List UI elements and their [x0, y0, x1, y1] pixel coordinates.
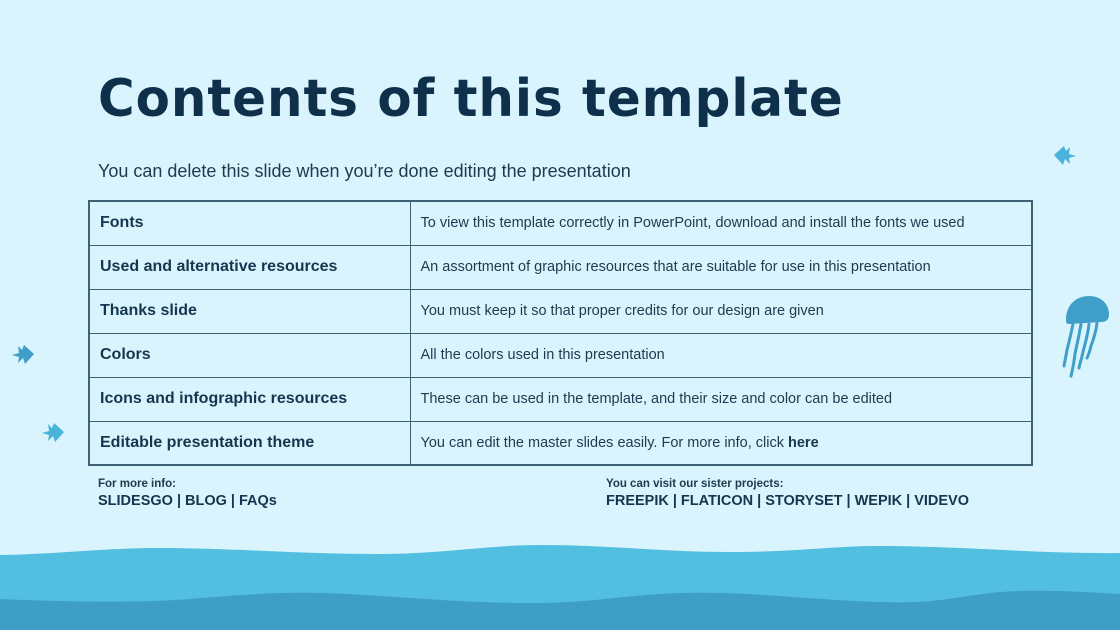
footer-more-info-links [98, 491, 277, 511]
wepik-link[interactable]: WEPIK [854, 493, 903, 509]
flaticon-link[interactable]: FLATICON [680, 493, 754, 509]
footer-sister-projects-label: You can visit our sister projects: [606, 478, 784, 490]
row-name: Colors [89, 333, 410, 377]
table-row [89, 201, 1032, 245]
separator: | [757, 493, 762, 509]
fish-icon-left-lower [40, 420, 66, 444]
separator: | [176, 493, 181, 509]
table-row [89, 245, 1032, 289]
table-row [89, 333, 1032, 377]
slidesgo-link[interactable]: SLIDESGO [98, 493, 173, 509]
storyset-link[interactable]: STORYSET [765, 493, 843, 509]
separator: | [846, 493, 851, 509]
row-description: These can be used in the template, and their size and color can be edited [410, 377, 1032, 421]
table-row [89, 377, 1032, 421]
row-name: Used and alternative resources [89, 245, 410, 289]
separator: | [672, 493, 677, 509]
footer-more-info-label: For more info: [98, 478, 176, 490]
row-description: You must keep it so that proper credits for our design are given [410, 289, 1032, 333]
row-name: Fonts [89, 201, 410, 245]
row-description-text: You can edit the master slides easily. For more info, click [420, 434, 788, 451]
fish-icon-left-upper [10, 342, 36, 366]
fish-icon-top-right [1052, 143, 1078, 167]
row-description: To view this template correctly in PowerPoint, download and install the fonts we used [410, 201, 1032, 245]
separator: | [230, 493, 235, 509]
row-description [410, 421, 1032, 465]
row-name: Thanks slide [89, 289, 410, 333]
contents-table [88, 200, 1033, 466]
jellyfish-icon [1061, 294, 1111, 380]
table-row [89, 421, 1032, 465]
row-description: All the colors used in this presentation [410, 333, 1032, 377]
row-name: Icons and infographic resources [89, 377, 410, 421]
footer-sister-projects-links [606, 491, 969, 511]
row-description: An assortment of graphic resources that are suitable for use in this presentation [410, 245, 1032, 289]
here-link[interactable]: here [788, 434, 819, 451]
ocean-waves [0, 540, 1120, 630]
faqs-link[interactable]: FAQs [238, 493, 277, 509]
freepik-link[interactable]: FREEPIK [606, 493, 669, 509]
slide-title: Contents of this template [98, 69, 844, 129]
footer-more-info [98, 477, 277, 511]
separator: | [906, 493, 911, 509]
blog-link[interactable]: BLOG [185, 493, 227, 509]
table-row [89, 289, 1032, 333]
slide-subtitle: You can delete this slide when you’re done editing the presentation [98, 161, 631, 181]
videvo-link[interactable]: VIDEVO [914, 493, 969, 509]
footer-sister-projects [606, 477, 969, 511]
row-name: Editable presentation theme [89, 421, 410, 465]
